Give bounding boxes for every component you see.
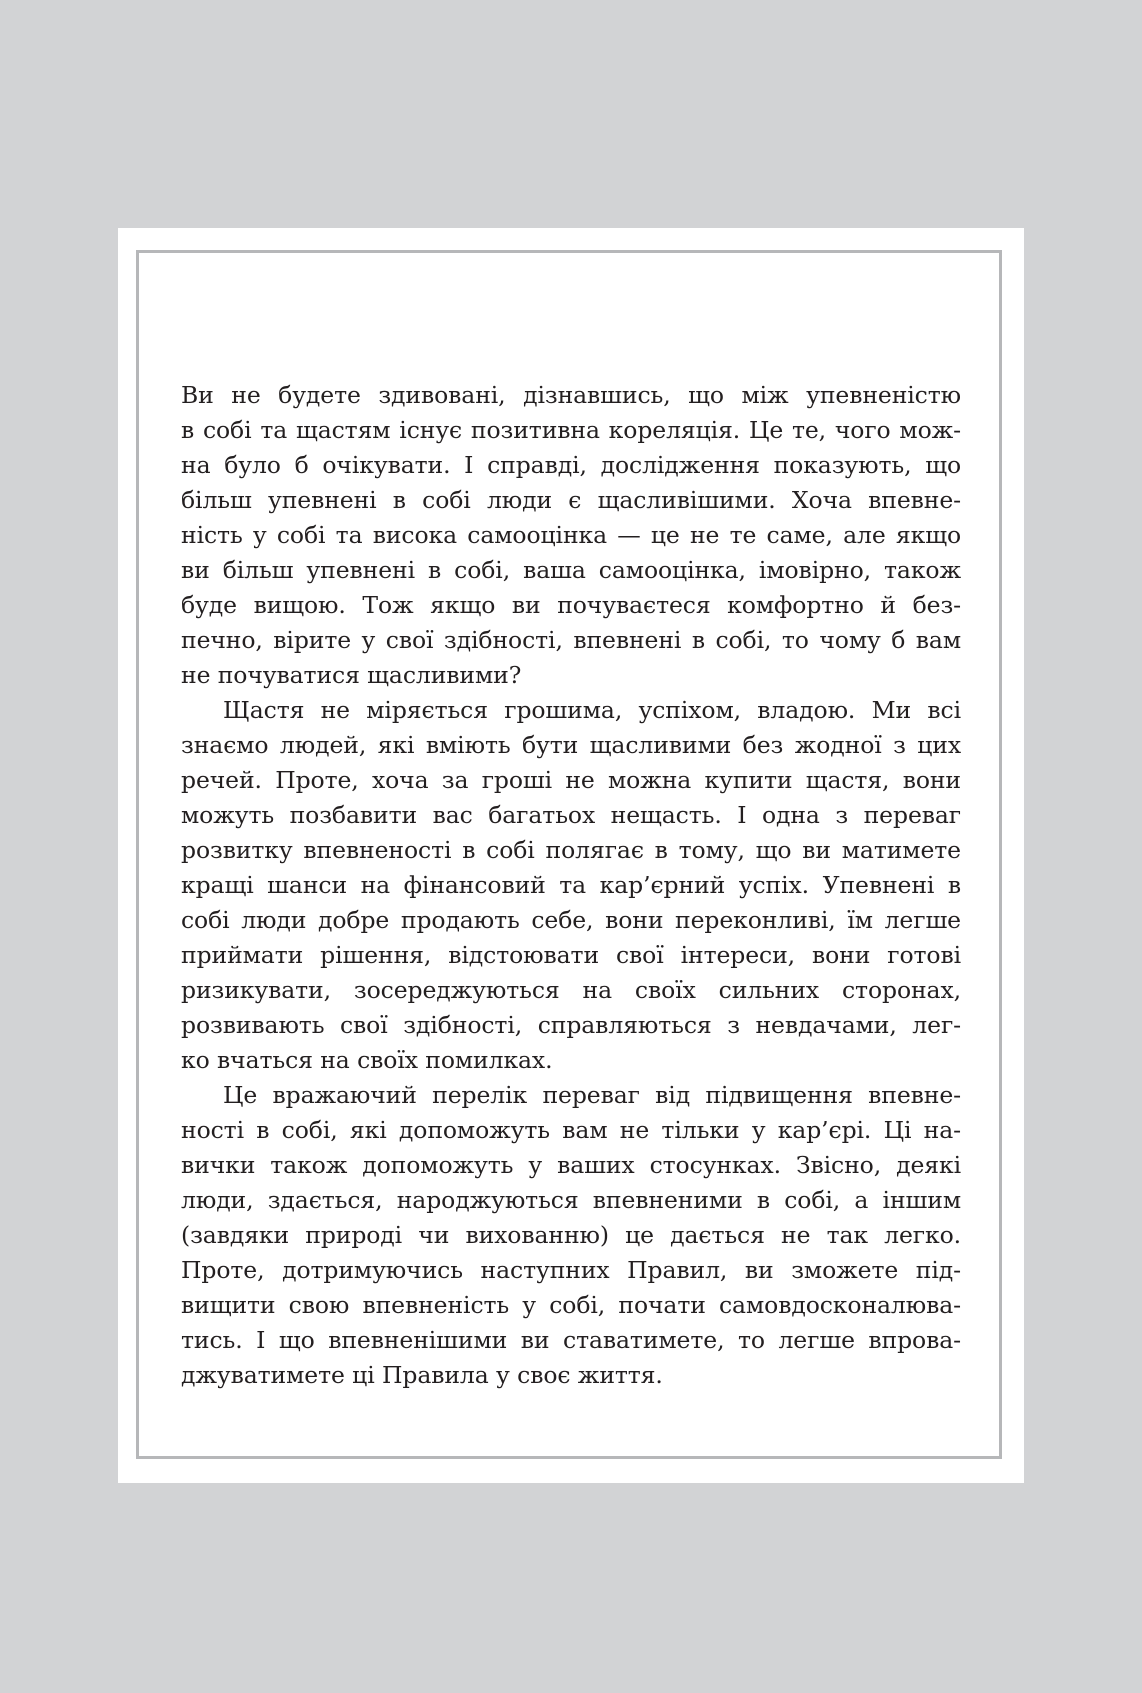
text-line: буде вищою. Тож якщо ви почуваєтеся комфортно й без- bbox=[181, 591, 961, 619]
page-sheet bbox=[118, 228, 1024, 1483]
text-line: Проте, дотримуючись наступних Правил, ви зможете під- bbox=[181, 1256, 961, 1284]
text-line: знаємо людей, які вміють бути щасливими без жодної з цих bbox=[181, 731, 961, 759]
text-line: вищити свою впевненість у собі, почати самовдосконалюва- bbox=[181, 1291, 961, 1319]
text-line: кращі шанси на фінансовий та кар’єрний успіх. Упевнені в bbox=[181, 871, 961, 899]
text-line: приймати рішення, відстоювати свої інтереси, вони готові bbox=[181, 941, 961, 969]
text-line: на було б очікувати. І справді, дослідження показують, що bbox=[181, 451, 961, 479]
text-line: розвивають свої здібності, справляються з невдачами, лег- bbox=[181, 1011, 961, 1039]
text-line: речей. Проте, хоча за гроші не можна купити щастя, вони bbox=[181, 766, 961, 794]
text-line: в собі та щастям існує позитивна кореляція. Це те, чого мож- bbox=[181, 416, 961, 444]
text-line: можуть позбавити вас багатьох нещасть. І одна з переваг bbox=[181, 801, 961, 829]
text-line: собі люди добре продають себе, вони переконливі, їм легше bbox=[181, 906, 961, 934]
text-line: ність у собі та висока самооцінка — це не те саме, але якщо bbox=[181, 521, 961, 549]
text-line: печно, вірите у свої здібності, впевнені в собі, то чому б вам bbox=[181, 626, 961, 654]
text-line: Ви не будете здивовані, дізнавшись, що між упевненістю bbox=[181, 381, 961, 409]
text-line: Щастя не міряється грошима, успіхом, владою. Ми всі bbox=[223, 696, 961, 724]
text-line: Це вражаючий перелік переваг від підвищення впевне- bbox=[223, 1081, 961, 1109]
text-line: люди, здається, народжуються впевненими в собі, а іншим bbox=[181, 1186, 961, 1214]
paragraph bbox=[181, 378, 961, 693]
text-line: не почуватися щасливими? bbox=[181, 661, 522, 689]
text-line: більш упевнені в собі люди є щасливішими. Хоча впевне- bbox=[181, 486, 961, 514]
text-line: ви більш упевнені в собі, ваша самооцінка, імовірно, також bbox=[181, 556, 961, 584]
paragraph bbox=[181, 1078, 961, 1393]
text-line: джуватимете ці Правила у своє життя. bbox=[181, 1361, 663, 1389]
text-line: ності в собі, які допоможуть вам не тільки у кар’єрі. Ці на- bbox=[181, 1116, 961, 1144]
text-line: вички також допоможуть у ваших стосунках. Звісно, деякі bbox=[181, 1151, 961, 1179]
text-line: (завдяки природі чи вихованню) це дається не так легко. bbox=[181, 1221, 961, 1249]
text-line: ко вчаться на своїх помилках. bbox=[181, 1046, 553, 1074]
body-text bbox=[181, 378, 961, 1393]
text-line: ризикувати, зосереджуються на своїх сильних сторонах, bbox=[181, 976, 961, 1004]
paragraph bbox=[181, 693, 961, 1078]
text-line: тись. І що впевненішими ви ставатимете, то легше впрова- bbox=[181, 1326, 961, 1354]
text-line: розвитку впевненості в собі полягає в тому, що ви матимете bbox=[181, 836, 961, 864]
